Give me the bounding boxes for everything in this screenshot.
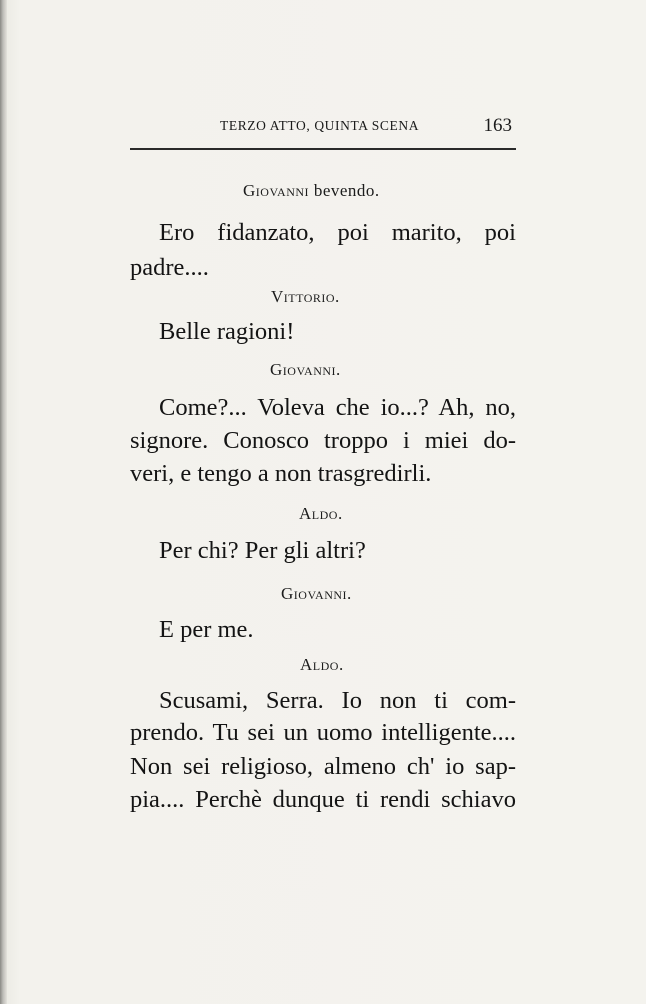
- dialogue-line: pia.... Perchè dunque ti rendi schiavo: [130, 786, 516, 813]
- dialogue-line: Scusami, Serra. Io non ti com-: [159, 687, 516, 714]
- dialogue-line: Ero fidanzato, poi marito, poi: [159, 219, 516, 246]
- dialogue-line: E per me.: [159, 616, 254, 643]
- speaker-name: Giovanni.: [270, 360, 341, 379]
- speaker-label: [243, 181, 380, 201]
- dialogue-line: prendo. Tu sei un uomo intelligente....: [130, 719, 516, 746]
- stage-direction: bevendo.: [313, 181, 380, 200]
- speaker-label: [271, 287, 340, 307]
- page-header: [132, 116, 516, 138]
- dialogue-line: Per chi? Per gli altri?: [159, 537, 366, 564]
- dialogue-line: Belle ragioni!: [159, 318, 295, 345]
- speaker-name: Aldo.: [300, 655, 344, 674]
- dialogue-line: Come?... Voleva che io...? Ah, no,: [159, 394, 516, 421]
- dialogue-line: veri, e tengo a non trasgredirli.: [130, 460, 432, 487]
- speaker-label: [299, 504, 343, 524]
- dialogue-line: padre....: [130, 254, 209, 281]
- running-head: TERZO ATTO, QUINTA SCENA: [220, 118, 420, 133]
- speaker-label: [270, 360, 341, 380]
- speaker-label: [300, 655, 344, 675]
- dialogue-line: Non sei religioso, almeno ch' io sap-: [130, 753, 516, 780]
- page-edge-shadow: [0, 0, 7, 1004]
- header-rule: [130, 148, 516, 150]
- page-number: 163: [483, 115, 512, 136]
- speaker-label: [281, 584, 352, 604]
- speaker-name: Giovanni.: [281, 584, 352, 603]
- dialogue-line: signore. Conosco troppo i miei do-: [130, 427, 516, 454]
- speaker-name: Aldo.: [299, 504, 343, 523]
- speaker-name: Vittorio.: [271, 287, 340, 306]
- speaker-name: Giovanni: [243, 181, 310, 200]
